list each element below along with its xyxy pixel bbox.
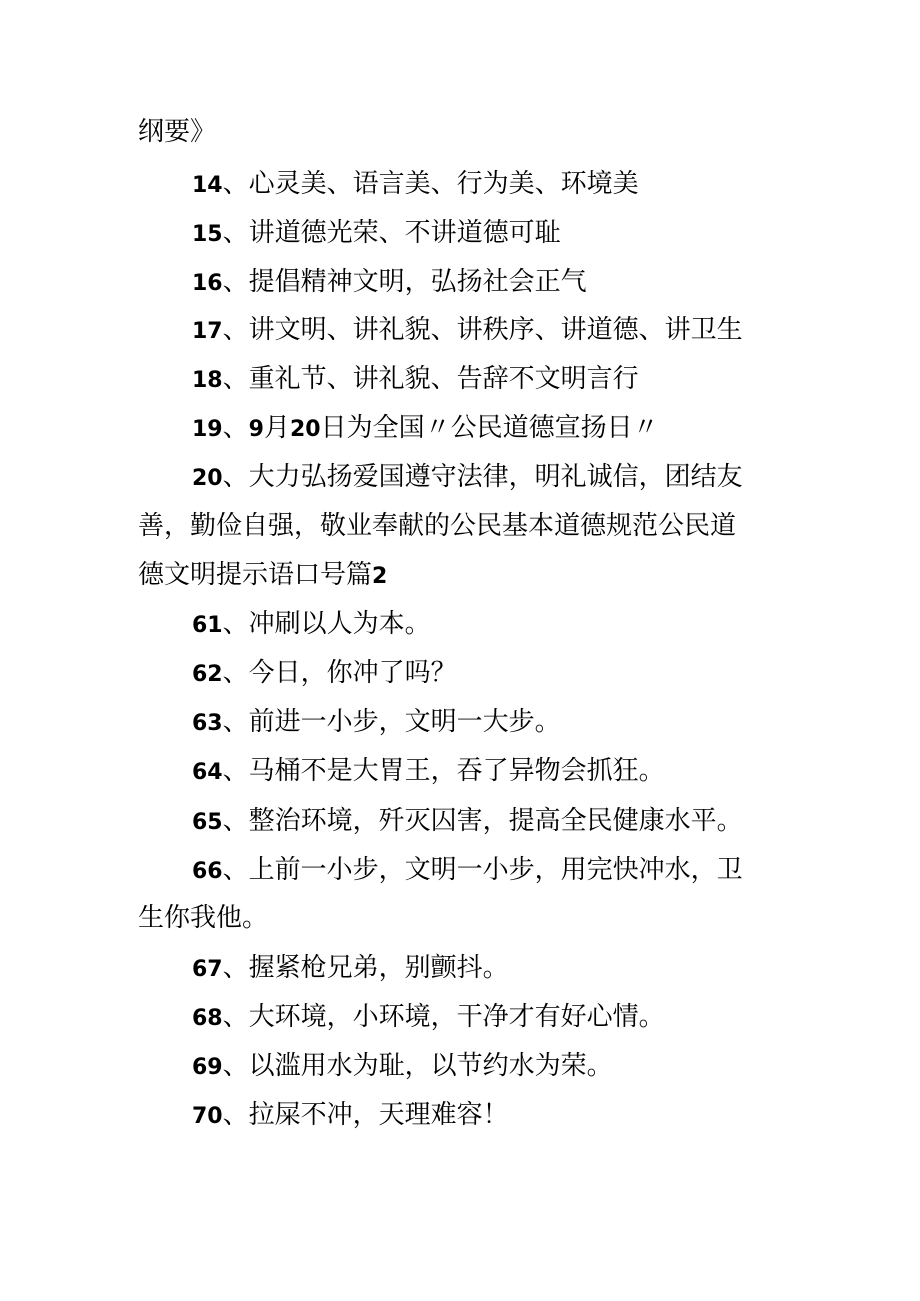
item-text: 、整治环境，歼灭囚害，提高全民健康水平。 <box>222 806 743 836</box>
item-number: 66 <box>192 859 223 884</box>
item-text-rest: 日为全国〃公民道德宣扬日〃 <box>320 413 659 443</box>
item-number: 17 <box>192 319 223 344</box>
item-text: 、冲刷以人为本。 <box>222 609 431 639</box>
item-text: 、握紧枪兄弟，别颤抖。 <box>222 953 509 983</box>
item-text: 、今日，你冲了吗？ <box>222 658 457 688</box>
day-number: 20 <box>289 417 321 442</box>
item-number: 63 <box>192 711 223 736</box>
item-number: 69 <box>192 1055 223 1080</box>
item-number: 70 <box>192 1104 223 1129</box>
list-item-63 <box>138 698 788 748</box>
item-number: 61 <box>192 613 223 638</box>
item-text: 善，勤俭自强，敬业奉献的公民基本道德规范公民道 <box>138 511 737 541</box>
list-item-20 <box>138 453 788 503</box>
paragraph-text: 纲要》 <box>138 117 217 147</box>
list-item-64 <box>138 747 788 797</box>
item-number: 20 <box>192 466 223 491</box>
item-number: 19 <box>192 417 223 442</box>
list-item-67 <box>138 944 788 994</box>
item-number: 15 <box>192 222 223 247</box>
item-text: 、大环境，小环境，干净才有好心情。 <box>222 1002 665 1032</box>
item-number: 18 <box>192 368 223 393</box>
month-text: 月 <box>263 413 290 443</box>
item-text: 、心灵美、语言美、行为美、环境美 <box>222 169 639 199</box>
list-item-16 <box>138 258 788 308</box>
item-number: 16 <box>192 271 223 296</box>
list-item-66-continued <box>138 894 788 943</box>
item-number: 14 <box>192 173 223 198</box>
item-text: 、 <box>222 413 249 443</box>
list-item-69 <box>138 1042 788 1092</box>
item-text: 、讲文明、讲礼貌、讲秩序、讲道德、讲卫生 <box>222 315 743 345</box>
section-number: 2 <box>372 564 388 589</box>
item-text: 、前进一小步，文明一大步。 <box>222 707 561 737</box>
list-item-19 <box>138 404 788 454</box>
item-text: 、大力弘扬爱国遵守法律，明礼诚信，团结友 <box>222 462 743 492</box>
item-text: 、上前一小步，文明一小步，用完快冲水，卫 <box>222 855 743 885</box>
list-item-70 <box>138 1091 788 1141</box>
list-item-15 <box>138 209 788 259</box>
item-text: 、讲道德光荣、不讲道德可耻 <box>222 218 561 248</box>
list-item-61 <box>138 600 788 650</box>
item-number: 68 <box>192 1006 223 1031</box>
list-item-18 <box>138 355 788 405</box>
item-number: 67 <box>192 957 223 982</box>
list-item-68 <box>138 993 788 1043</box>
item-text: 、提倡精神文明，弘扬社会正气 <box>222 267 587 297</box>
item-text: 生你我他。 <box>138 903 269 933</box>
list-item-14 <box>138 160 788 210</box>
item-text: 、以滥用水为耻，以节约水为荣。 <box>222 1051 613 1081</box>
list-item-17 <box>138 306 788 356</box>
list-item-20-continued-2 <box>138 551 788 601</box>
list-item-65 <box>138 797 788 847</box>
item-number: 64 <box>192 760 223 785</box>
list-item-66 <box>138 846 788 896</box>
list-item-20-continued-1 <box>138 502 788 551</box>
item-text: 、重礼节、讲礼貌、告辞不文明言行 <box>222 364 639 394</box>
item-text: 、马桶不是大胃王，吞了异物会抓狂。 <box>222 756 665 786</box>
item-number: 62 <box>192 662 223 687</box>
paragraph-intro-tail <box>138 108 788 157</box>
month-number: 9 <box>248 417 264 442</box>
list-item-62 <box>138 649 788 699</box>
item-text: 德文明提示语口号篇 <box>138 560 373 590</box>
item-text: 、拉屎不冲，天理难容！ <box>222 1100 509 1130</box>
item-number: 65 <box>192 810 223 835</box>
